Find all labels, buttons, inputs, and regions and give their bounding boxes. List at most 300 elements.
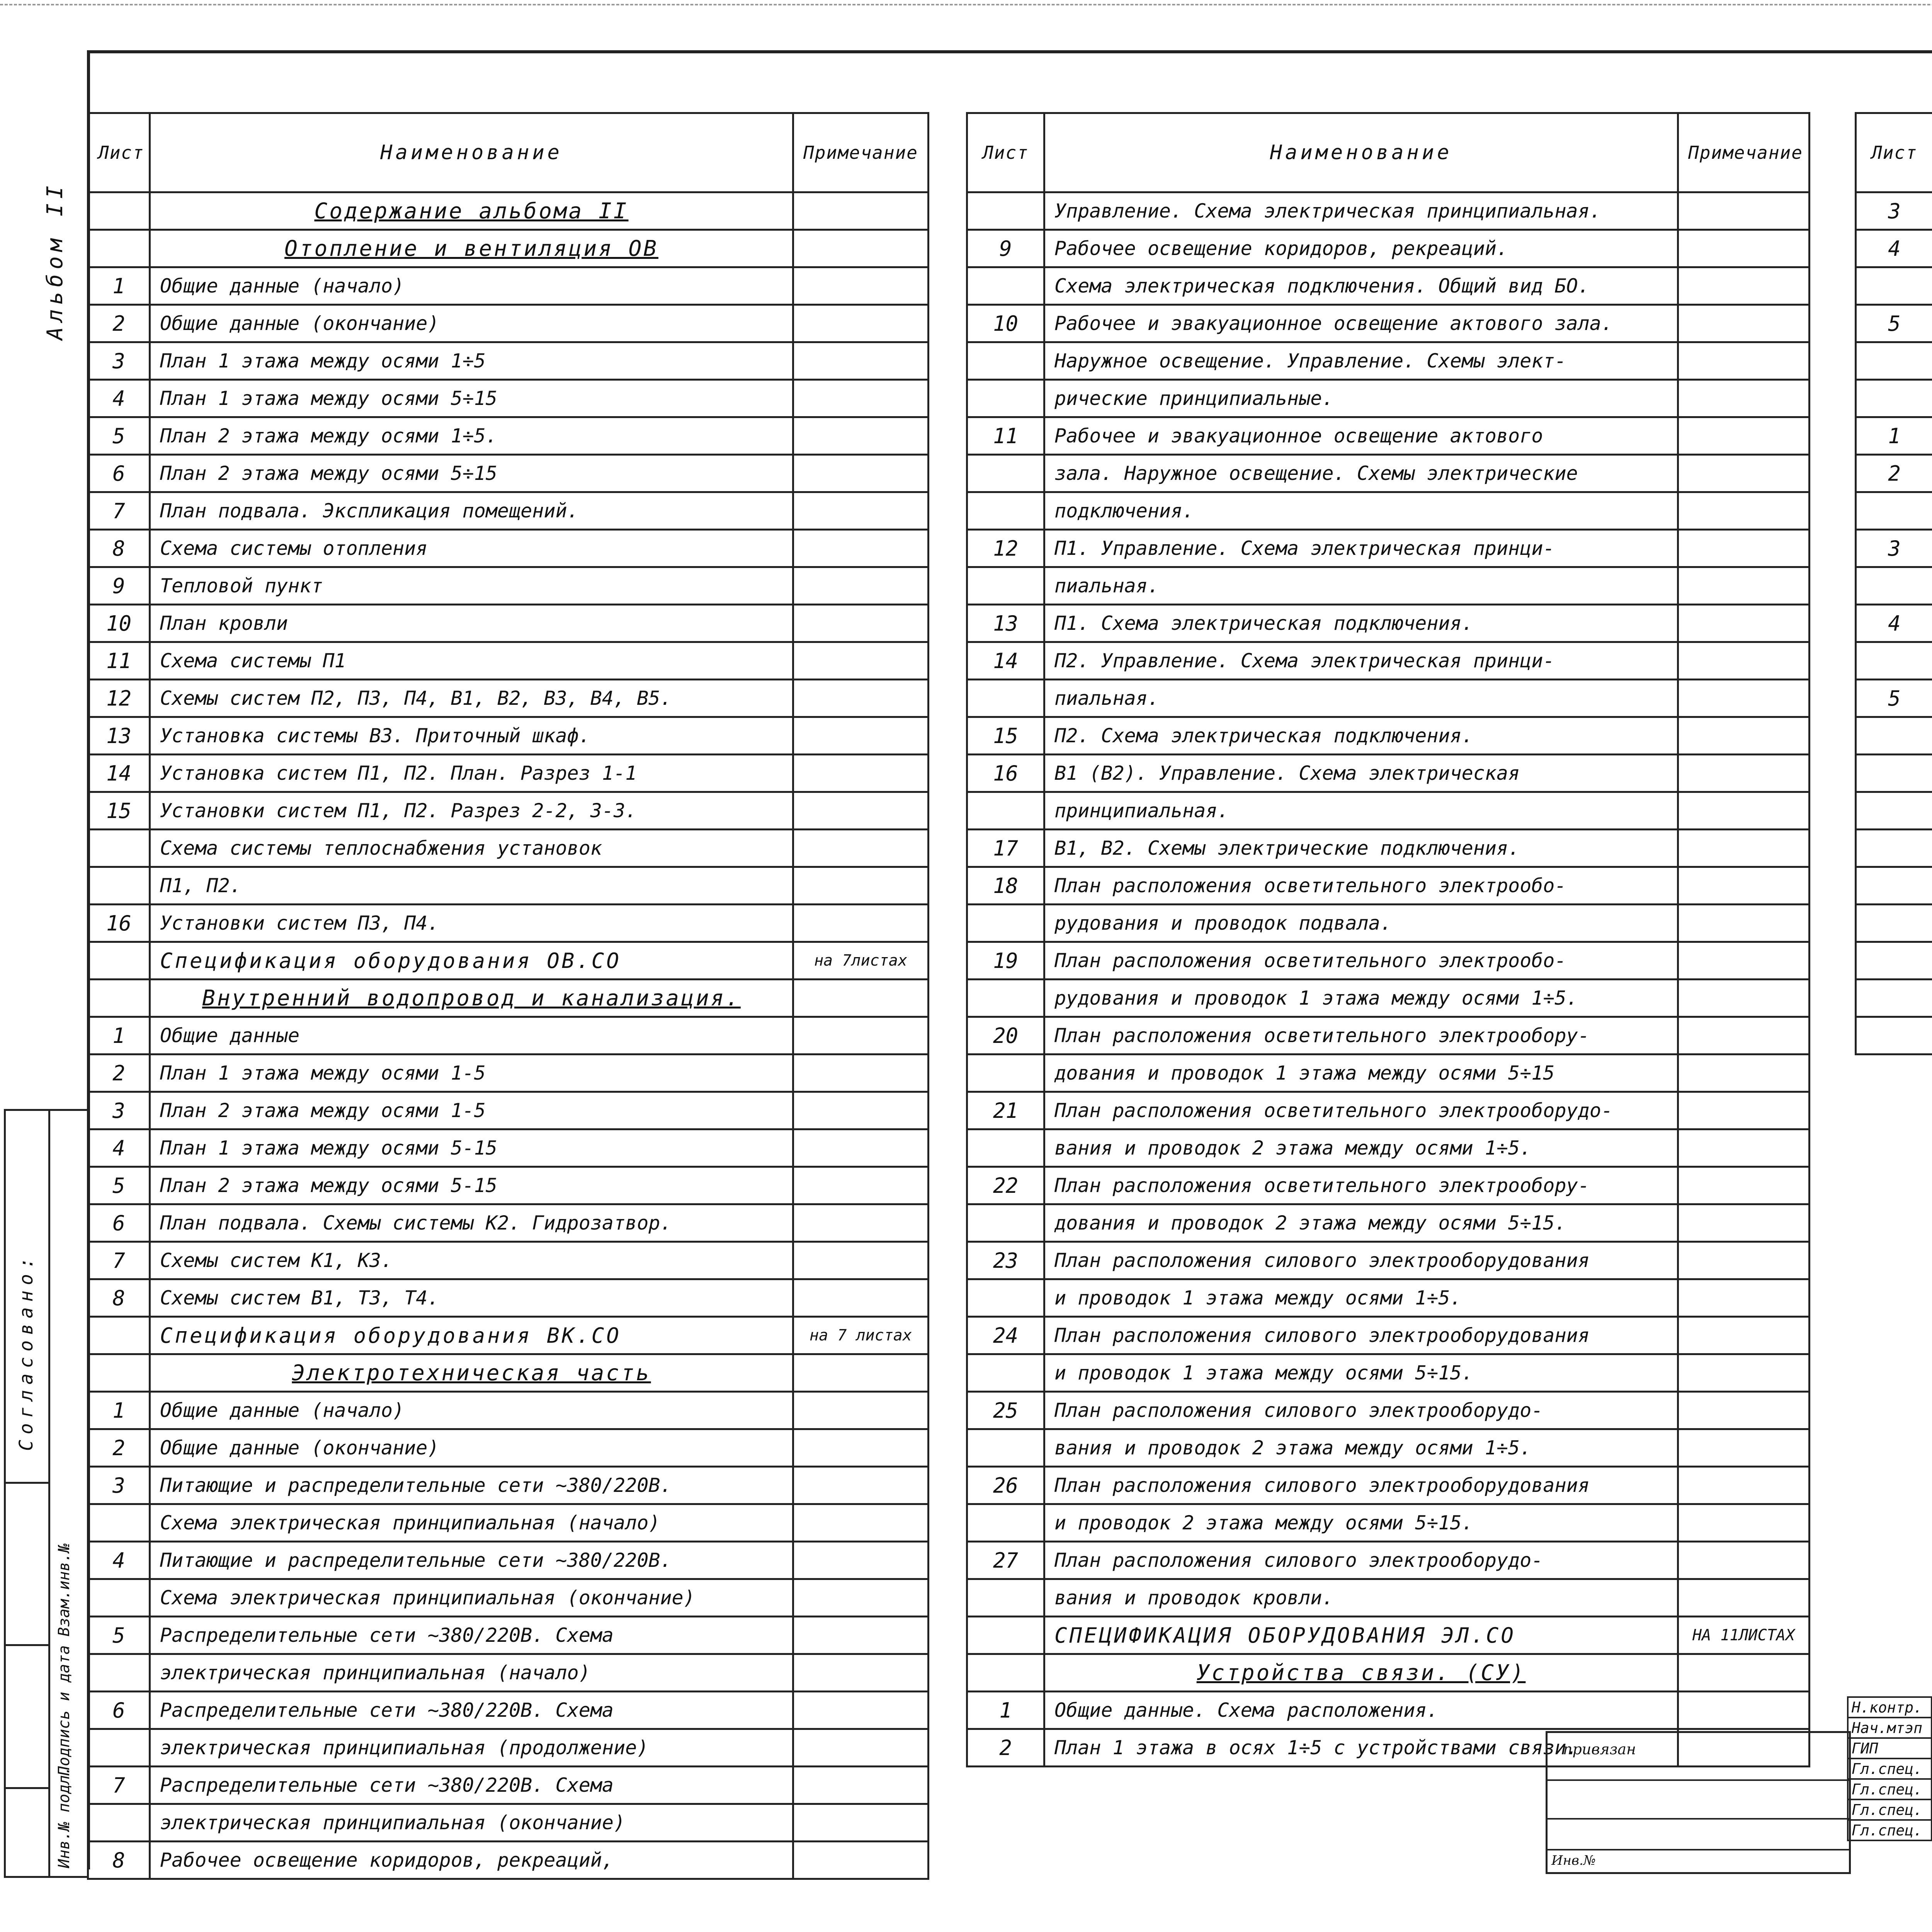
table-row [88,380,929,417]
staff-table [1847,1696,1932,1841]
table-row [88,1579,929,1617]
table-row [967,1204,1810,1242]
item-note [793,1467,929,1504]
sheet-number: 6 [88,455,150,492]
table-row [88,867,929,905]
table-row [1856,680,1932,717]
item-note [793,417,929,455]
item-name: П1, П2. [150,867,793,905]
table-row [967,380,1810,417]
sheet-number: 3 [1856,530,1932,567]
header-name: Наименование [1044,113,1678,192]
table-row [967,342,1810,380]
table-row [88,1729,929,1767]
item-name: План расположения силового электрооборудо- [1044,1542,1678,1579]
item-name: План расположения силового электрооборудования [1044,1467,1678,1504]
sheet-number [967,905,1044,942]
table-row [967,1617,1810,1654]
item-note [1678,1279,1810,1317]
item-name: вания и проводок кровли. [1044,1579,1678,1617]
item-note [1678,267,1810,305]
table-row [967,1504,1810,1542]
table-row [1856,792,1932,830]
item-name: Общие данные (начало) [150,267,793,305]
item-name: подключения. [1044,492,1678,530]
item-note [793,342,929,380]
item-name: План кровли [150,605,793,642]
table-row [88,605,929,642]
sheet-number [1856,830,1932,867]
table-row [88,1504,929,1542]
sheet-number: 12 [967,530,1044,567]
inv-orig-label: Инв.№ подл. [55,1766,73,1868]
item-name: Установка систем П1, П2. План. Разрез 1-1 [150,755,793,792]
item-name: Рабочее освещение коридоров, рекреаций, [150,1842,793,1879]
table-row [88,1092,929,1129]
sheet-number [1856,905,1932,942]
item-note: НА 11ЛИСТАХ [1678,1617,1810,1654]
item-note [1678,1242,1810,1279]
sheet-number: 9 [967,230,1044,267]
item-name: пиальная. [1044,567,1678,605]
top-border-line [0,0,1932,5]
item-note [793,867,929,905]
sheet-number: 5 [88,1167,150,1204]
sheet-number: 2 [88,1429,150,1467]
sheet-number: 1 [88,1392,150,1429]
table-row [967,267,1810,305]
item-name: Спецификация оборудования ОВ.СО [150,942,793,980]
sheet-number [1856,492,1932,530]
table-row [88,1129,929,1167]
sheet-number: 4 [88,1129,150,1167]
item-name: План 2 этажа между осями 1-5 [150,1092,793,1129]
sign-date-label: Подпись и дата [55,1645,73,1776]
sheet-number [967,1204,1044,1242]
item-name: План 1 этажа между осями 1÷5 [150,342,793,380]
table-row [967,1354,1810,1392]
staff-row [1848,1779,1932,1799]
item-name: электрическая принципиальная (начало) [150,1654,793,1692]
sheet-number [1856,792,1932,830]
table-row [1856,455,1932,492]
table-row [967,1392,1810,1429]
contents-table-3 [1855,112,1932,1055]
sheet-number [1856,342,1932,380]
item-name: рудования и проводок подвала. [1044,905,1678,942]
sheet-number [88,942,150,980]
item-name: План 1 этажа в осях 1÷5 с устройствами связи. [1044,1729,1678,1767]
sheet-number: 10 [88,605,150,642]
table-row [88,455,929,492]
sheet-number: 6 [88,1204,150,1242]
table-row [88,192,929,230]
item-name: Схема электрическая подключения. Общий вид БО. [1044,267,1678,305]
header-sheet: Лист [967,113,1044,192]
item-note [1678,1054,1810,1092]
table-row [967,755,1810,792]
table-row [1856,305,1932,342]
table-row [88,1542,929,1579]
table-row [1856,755,1932,792]
item-note [1678,1017,1810,1054]
item-note [793,1429,929,1467]
table-row [88,980,929,1017]
table-row [967,1467,1810,1504]
sheet-number: 17 [967,830,1044,867]
left-strip [4,1109,89,1878]
sheet-number [88,830,150,867]
item-name: Схема электрическая принципиальная (начало) [150,1504,793,1542]
item-note [793,1204,929,1242]
staff-row [1848,1697,1932,1718]
item-note [1678,1542,1810,1579]
sheet-number: 1 [88,267,150,305]
sheet-number [1856,380,1932,417]
sheet-number [967,1504,1044,1542]
table-row [967,867,1810,905]
item-name: План 2 этажа между осями 5÷15 [150,455,793,492]
item-note [793,1729,929,1767]
table-row [1856,530,1932,567]
item-note [1678,755,1810,792]
table-row [1856,342,1932,380]
sheet-number: 15 [88,792,150,830]
item-name: В1, В2. Схемы электрические подключения. [1044,830,1678,867]
item-note [1678,980,1810,1017]
sheet-number [967,1579,1044,1617]
table-row [88,1017,929,1054]
sheet-number: 4 [1856,605,1932,642]
sheet-number: 16 [88,905,150,942]
item-name: Наружное освещение. Управление. Схемы элект- [1044,342,1678,380]
item-name: Общие данные [150,1017,793,1054]
item-note [1678,455,1810,492]
section-title: Содержание альбома II [150,192,793,230]
table-row [88,942,929,980]
sheet-number [1856,567,1932,605]
table-row [967,1429,1810,1467]
table-row [88,1654,929,1692]
sheet-number [967,380,1044,417]
item-name: П1. Схема электрическая подключения. [1044,605,1678,642]
sheet-number: 27 [967,1542,1044,1579]
table-row [88,680,929,717]
sheet-number [88,1504,150,1542]
table-row [1856,717,1932,755]
table-row [967,417,1810,455]
contents-table-2 [966,112,1810,1767]
staff-role: Гл.спец. [1848,1779,1932,1799]
table-row [967,830,1810,867]
sheet-number: 3 [88,1092,150,1129]
item-name: Общие данные. Схема расположения. [1044,1692,1678,1729]
inv-dup-label: Взам.инв.№ [55,1543,73,1636]
sheet-number: 20 [967,1017,1044,1054]
table-row [88,1617,929,1654]
table-row [967,905,1810,942]
item-note [1678,680,1810,717]
sheet-number [967,1354,1044,1392]
item-note: на 7 листах [793,1317,929,1354]
item-name: Общие данные (начало) [150,1392,793,1429]
item-name: и проводок 1 этажа между осями 5÷15. [1044,1354,1678,1392]
sheet-number: 19 [967,942,1044,980]
item-note [1678,717,1810,755]
item-note [793,1054,929,1092]
sheet-number [1856,642,1932,680]
item-note [1678,905,1810,942]
table-row [88,905,929,942]
staff-role: Гл.спец. [1848,1820,1932,1840]
section-title: Электротехническая часть [150,1354,793,1392]
sheet-number: 3 [1856,192,1932,230]
item-name: Распределительные сети ~380/220В. Схема [150,1692,793,1729]
sheet-number: 6 [88,1692,150,1729]
sheet-number: 26 [967,1467,1044,1504]
item-name: Общие данные (окончание) [150,305,793,342]
sheet-number: 14 [967,642,1044,680]
sheet-number [967,567,1044,605]
table-row [967,1317,1810,1354]
item-name: План 2 этажа между осями 5-15 [150,1167,793,1204]
sheet-number [967,1054,1044,1092]
item-name: Схема электрическая принципиальная (окончание) [150,1579,793,1617]
sheet-number [1856,267,1932,305]
item-name: рические принципиальные. [1044,380,1678,417]
sheet-number: 8 [88,1279,150,1317]
table-row [967,717,1810,755]
item-note [1678,230,1810,267]
item-name: СПЕЦИФИКАЦИЯ ОБОРУДОВАНИЯ ЭЛ.СО [1044,1617,1678,1654]
sheet-number [88,980,150,1017]
table-row [1856,942,1932,980]
table-row [967,1579,1810,1617]
item-name: План расположения осветительного электрообо- [1044,867,1678,905]
item-note [1678,942,1810,980]
item-name: Установка системы В3. Приточный шкаф. [150,717,793,755]
table-row [88,1842,929,1879]
table-row [88,1767,929,1804]
sheet-number: 11 [967,417,1044,455]
table-row [967,567,1810,605]
item-note [1678,417,1810,455]
table-row [1856,230,1932,267]
staff-role: Н.контр. [1848,1697,1932,1718]
sheet-number [1856,1017,1932,1054]
sheet-number [88,1804,150,1842]
sheet-number [88,192,150,230]
item-note [793,1692,929,1729]
item-note [793,830,929,867]
item-note [793,1279,929,1317]
table-row [88,642,929,680]
sheet-number: 13 [88,717,150,755]
header-note: Примечание [1678,113,1810,192]
item-name: Распределительные сети ~380/220В. Схема [150,1767,793,1804]
sheet-number [967,267,1044,305]
table-row [88,417,929,455]
item-note [1678,792,1810,830]
sheet-number [967,980,1044,1017]
item-note [793,230,929,267]
table-row [967,642,1810,680]
table-row [88,492,929,530]
staff-role: Нач.мтэп [1848,1718,1932,1738]
item-note [793,980,929,1017]
sheet-number [1856,867,1932,905]
staff-role: ГИП [1848,1738,1932,1759]
item-note [793,1354,929,1392]
section-title: Устройства связи. (СУ) [1044,1654,1678,1692]
item-note [793,492,929,530]
sheet-number: 3 [88,342,150,380]
sheet-number: 5 [88,417,150,455]
sheet-number: 4 [88,1542,150,1579]
item-note [1678,530,1810,567]
table-row [88,1167,929,1204]
item-name: электрическая принципиальная (окончание) [150,1804,793,1842]
sheet-number [967,455,1044,492]
table-row [967,1654,1810,1692]
item-name: План расположения осветительного электрооборудо- [1044,1092,1678,1129]
table-row [88,1692,929,1729]
item-note [1678,830,1810,867]
item-name: дования и проводок 2 этажа между осями 5÷15. [1044,1204,1678,1242]
table-row [967,792,1810,830]
item-name: Питающие и распределительные сети ~380/220В. [150,1542,793,1579]
table-row [88,830,929,867]
table-row [88,305,929,342]
item-note [1678,1317,1810,1354]
item-name: П1. Управление. Схема электрическая принци- [1044,530,1678,567]
item-note [793,1017,929,1054]
item-note [793,1617,929,1654]
item-name: Общие данные (окончание) [150,1429,793,1467]
item-name: Рабочее и эвакуационное освещение актового зала. [1044,305,1678,342]
staff-row [1848,1799,1932,1820]
table-row [967,1279,1810,1317]
item-name: Питающие и распределительные сети ~380/220В. [150,1467,793,1504]
item-name: электрическая принципиальная (продолжение) [150,1729,793,1767]
sheet-number: 7 [88,1242,150,1279]
item-note [1678,567,1810,605]
table-row [967,1692,1810,1729]
item-note [1678,380,1810,417]
item-note [1678,1092,1810,1129]
sheet-number [1856,717,1932,755]
item-name: План подвала. Схемы системы К2. Гидрозатвор. [150,1204,793,1242]
item-name: Установки систем П1, П2. Разрез 2-2, 3-3. [150,792,793,830]
sheet-number [88,1317,150,1354]
sheet-number [88,867,150,905]
table-row [967,1017,1810,1054]
table-row [967,492,1810,530]
item-name: Установки систем П3, П4. [150,905,793,942]
table-row [88,1242,929,1279]
item-name: План расположения осветительного электрообору- [1044,1017,1678,1054]
table-row [88,755,929,792]
sheet-number: 8 [88,1842,150,1879]
table-row [967,1167,1810,1204]
sheet-number: 18 [967,867,1044,905]
item-note [793,1767,929,1804]
table-row [88,1204,929,1242]
sheet-number [88,1729,150,1767]
table-row [88,267,929,305]
item-name: рудования и проводок 1 этажа между осями 1÷5. [1044,980,1678,1017]
item-note [1678,605,1810,642]
sheet-number: 5 [1856,305,1932,342]
item-note: на 7листах [793,942,929,980]
sheet-number: 23 [967,1242,1044,1279]
item-note [1678,1654,1810,1692]
item-note [793,455,929,492]
table-row [967,1054,1810,1092]
item-note [793,1504,929,1542]
table-row [967,230,1810,267]
item-note [1678,192,1810,230]
table-row [88,717,929,755]
table-row [88,1317,929,1354]
item-name: и проводок 2 этажа между осями 5÷15. [1044,1504,1678,1542]
item-note [1678,1392,1810,1429]
sheet-number [1856,755,1932,792]
item-note [793,905,929,942]
table-row [88,1054,929,1092]
item-name: В1 (В2). Управление. Схема электрическая [1044,755,1678,792]
sheet-number [967,192,1044,230]
item-name: вания и проводок 2 этажа между осями 1÷5. [1044,1129,1678,1167]
table-row [1856,867,1932,905]
item-note [1678,1429,1810,1467]
sheet-number: 21 [967,1092,1044,1129]
item-note [793,380,929,417]
table-row [967,605,1810,642]
header-name: Наименование [150,113,793,192]
item-note [1678,1354,1810,1392]
sheet-number [967,1129,1044,1167]
sheet-number: 3 [88,1467,150,1504]
table-row [88,1354,929,1392]
staff-role: Гл.спец. [1848,1799,1932,1820]
table-row [88,1279,929,1317]
item-name: принципиальная. [1044,792,1678,830]
item-name: Схема системы отопления [150,530,793,567]
sheet-number: 5 [88,1617,150,1654]
item-note [793,1092,929,1129]
table-row [967,1542,1810,1579]
table-row [88,1804,929,1842]
table-row [1856,417,1932,455]
table-row [88,1429,929,1467]
table-row [1856,192,1932,230]
item-note [1678,492,1810,530]
item-note [793,1129,929,1167]
item-name: План 1 этажа между осями 1-5 [150,1054,793,1092]
item-note [1678,1467,1810,1504]
table-row [1856,830,1932,867]
item-note [793,605,929,642]
sheet-number: 1 [967,1692,1044,1729]
item-name: Схема системы П1 [150,642,793,680]
item-name: План 2 этажа между осями 1÷5. [150,417,793,455]
item-name: План расположения осветительного электрообору- [1044,1167,1678,1204]
table-row [88,230,929,267]
item-note [1678,342,1810,380]
item-note [793,1392,929,1429]
sheet-number: 5 [1856,680,1932,717]
